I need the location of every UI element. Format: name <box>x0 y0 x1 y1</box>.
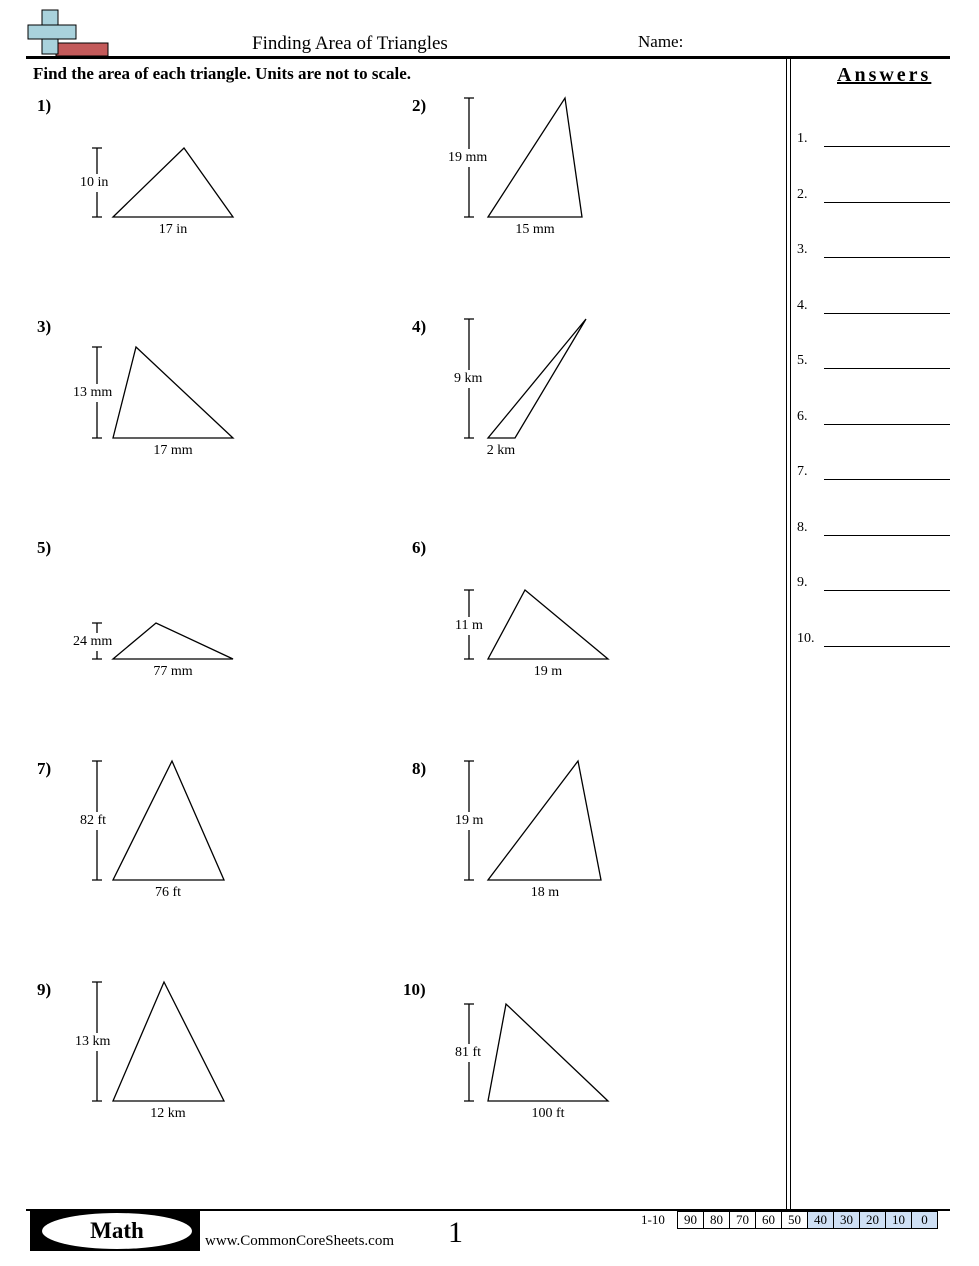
height-label: 19 m <box>455 813 484 828</box>
triangle-10 <box>488 1004 608 1101</box>
height-label: 24 mm <box>73 634 113 649</box>
score-row <box>678 1212 938 1229</box>
triangle-figure-7 <box>92 761 224 880</box>
height-label: 11 m <box>455 618 483 633</box>
height-label: 13 km <box>75 1034 111 1049</box>
answer-number: 10. <box>797 631 815 646</box>
triangle-5 <box>113 623 233 659</box>
base-label: 2 km <box>486 443 516 458</box>
base-label: 17 in <box>158 222 188 237</box>
problem-number: 6) <box>412 538 427 557</box>
score-cell: 90 <box>678 1212 704 1229</box>
problem-number: 8) <box>412 759 427 778</box>
website-link[interactable]: www.CommonCoreSheets.com <box>205 1233 395 1249</box>
answer-number: 1. <box>797 131 808 146</box>
height-label: 13 mm <box>73 385 113 400</box>
problem-number: 7) <box>37 759 52 778</box>
triangle-8 <box>488 761 601 880</box>
triangle-figure-1 <box>92 148 233 217</box>
base-label: 76 ft <box>154 885 182 900</box>
name-label: Name: <box>638 32 684 51</box>
height-label: 10 in <box>80 175 109 190</box>
base-label: 19 m <box>533 664 563 679</box>
answer-number: 8. <box>797 520 808 535</box>
score-cell: 80 <box>704 1212 730 1229</box>
score-cell: 60 <box>756 1212 782 1229</box>
triangle-1 <box>113 148 233 217</box>
height-label: 82 ft <box>80 813 107 828</box>
score-cell: 70 <box>730 1212 756 1229</box>
answer-number: 7. <box>797 464 808 479</box>
instructions: Find the area of each triangle. Units are not to scale. <box>33 64 412 83</box>
triangle-2 <box>488 98 582 217</box>
height-label: 81 ft <box>455 1045 482 1060</box>
problem-number: 2) <box>412 96 427 115</box>
base-label: 77 mm <box>153 664 193 679</box>
problem-number: 10) <box>403 980 426 999</box>
score-cell: 10 <box>886 1212 912 1229</box>
base-label: 12 km <box>150 1106 186 1121</box>
answer-number: 9. <box>797 575 808 590</box>
triangle-figure-9 <box>92 982 224 1101</box>
triangle-7 <box>113 761 224 880</box>
height-label: 9 km <box>454 371 483 386</box>
answer-number: 3. <box>797 242 808 257</box>
height-label: 19 mm <box>448 150 488 165</box>
score-cell: 50 <box>782 1212 808 1229</box>
problem-number: 9) <box>37 980 52 999</box>
subject-badge: Math <box>42 1213 192 1249</box>
worksheet-title: Finding Area of Triangles <box>252 33 448 54</box>
score-cell: 20 <box>860 1212 886 1229</box>
base-label: 17 mm <box>153 443 193 458</box>
problem-number: 4) <box>412 317 427 336</box>
answer-number: 2. <box>797 187 808 202</box>
score-cell: 30 <box>834 1212 860 1229</box>
triangle-9 <box>113 982 224 1101</box>
score-cell: 0 <box>912 1212 938 1229</box>
triangle-3 <box>113 347 233 438</box>
triangle-figure-8 <box>464 761 601 880</box>
score-cell: 40 <box>808 1212 834 1229</box>
triangle-6 <box>488 590 608 659</box>
triangle-figure-10 <box>464 1004 608 1101</box>
score-range-label: 1-10 <box>641 1212 665 1227</box>
score-table <box>677 1211 938 1229</box>
problem-number: 1) <box>37 96 52 115</box>
base-label: 18 m <box>530 885 560 900</box>
answer-number: 4. <box>797 298 808 313</box>
triangle-4 <box>488 319 586 438</box>
problem-number: 5) <box>37 538 52 557</box>
page-number: 1 <box>448 1216 463 1249</box>
answer-number: 6. <box>797 409 808 424</box>
answers-title: Answers <box>837 64 932 86</box>
base-label: 100 ft <box>531 1106 565 1121</box>
triangle-figure-6 <box>464 590 608 659</box>
base-label: 15 mm <box>515 222 555 237</box>
problem-number: 3) <box>37 317 52 336</box>
answer-number: 5. <box>797 353 808 368</box>
